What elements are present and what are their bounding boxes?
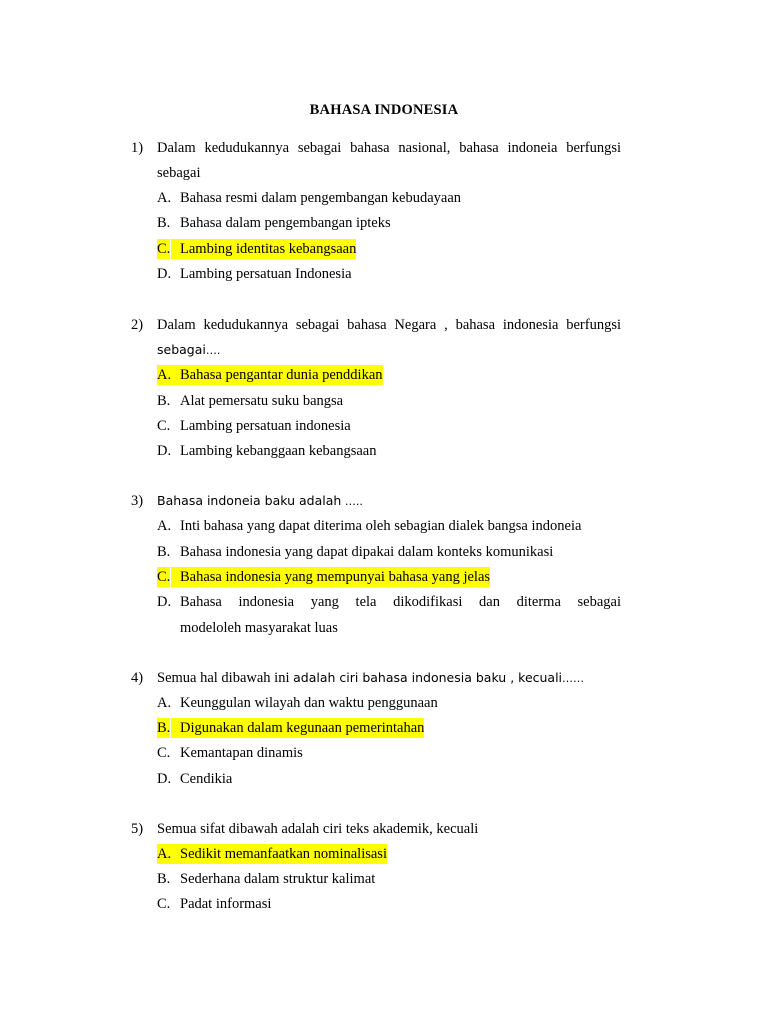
option-letter: A. — [157, 518, 172, 534]
question-text-sans: adalah ciri bahasa indonesia baku , kecuali — [293, 670, 563, 685]
option-letter: C. — [157, 418, 171, 434]
question-text-serif: Semua hal dibawah ini — [157, 670, 290, 686]
option-letter: B. — [157, 393, 171, 409]
question-text-continued: sebagai — [157, 165, 201, 181]
question-text — [157, 491, 363, 511]
option-text: Sederhana dalam struktur kalimat — [180, 871, 376, 887]
option-letter: C. — [157, 745, 171, 761]
option-text: Bahasa indonesia yang tela dikodifikasi dan diterma sebagai — [180, 594, 621, 610]
option-text: Cendikia — [180, 771, 233, 787]
option-text-highlighted: Bahasa indonesia yang mempunyai bahasa yang jelas — [171, 567, 490, 587]
option-text: Bahasa indonesia yang dapat dipakai dalam konteks komunikasi — [180, 544, 554, 560]
question-text — [157, 668, 584, 688]
option-text: Keunggulan wilayah dan waktu penggunaan — [180, 695, 438, 711]
question-number: 4) — [131, 670, 144, 686]
question-text: Dalam kedudukannya sebagai bahasa Negara , bahasa indonesia berfungsi — [157, 317, 621, 333]
option-text: Padat informasi — [180, 896, 272, 912]
option-text: Kemantapan dinamis — [180, 745, 303, 761]
option-text: Alat pemersatu suku bangsa — [180, 393, 344, 409]
option-text: Bahasa dalam pengembangan ipteks — [180, 215, 391, 231]
option-letter-highlighted: A. — [157, 367, 172, 383]
option-letter: B. — [157, 215, 171, 231]
ellipsis-dots: ….. — [341, 495, 363, 508]
option-letter-highlighted: C. — [157, 569, 171, 585]
option-text: Lambing kebanggaan kebangsaan — [180, 443, 377, 459]
option-letter-highlighted: C. — [157, 241, 171, 257]
option-letter: D. — [157, 443, 172, 459]
question-number: 1) — [131, 140, 144, 156]
ellipsis-dots: …… — [562, 672, 585, 685]
question-text: Semua sifat dibawah adalah ciri teks akademik, kecuali — [157, 821, 479, 837]
option-letter: C. — [157, 896, 171, 912]
option-letter: A. — [157, 695, 172, 711]
question-text: Dalam kedudukannya sebagai bahasa nasional, bahasa indoneia berfungsi — [157, 140, 621, 156]
ellipsis-dots: …. — [205, 344, 221, 357]
question-text-sans: sebagai — [157, 342, 206, 357]
question-number: 2) — [131, 317, 144, 333]
question-text-sans: Bahasa indoneia baku adalah — [157, 493, 342, 508]
option-letter: D. — [157, 266, 172, 282]
question-number: 5) — [131, 821, 144, 837]
option-letter-highlighted: B. — [157, 720, 171, 736]
option-text: Lambing persatuan indonesia — [180, 418, 351, 434]
option-letter: B. — [157, 544, 171, 560]
option-letter-highlighted: A. — [157, 846, 172, 862]
option-text: Lambing persatuan Indonesia — [180, 266, 352, 282]
option-text-continued: modeloleh masyarakat luas — [180, 620, 338, 636]
option-text-highlighted: Bahasa pengantar dunia penddikan — [171, 365, 383, 385]
option-text: Bahasa resmi dalam pengembangan kebudayaan — [180, 190, 462, 206]
option-text-highlighted: Digunakan dalam kegunaan pemerintahan — [171, 718, 424, 738]
question-text-continued — [157, 340, 220, 360]
option-letter: A. — [157, 190, 172, 206]
option-letter: D. — [157, 594, 172, 610]
option-text-highlighted: Sedikit memanfaatkan nominalisasi — [171, 844, 387, 864]
option-letter: B. — [157, 871, 171, 887]
page-title: BAHASA INDONESIA — [309, 102, 459, 118]
option-text-highlighted: Lambing identitas kebangsaan — [171, 239, 356, 259]
option-letter: D. — [157, 771, 172, 787]
question-number: 3) — [131, 493, 144, 509]
option-text: Inti bahasa yang dapat diterima oleh sebagian dialek bangsa indoneia — [180, 518, 582, 534]
